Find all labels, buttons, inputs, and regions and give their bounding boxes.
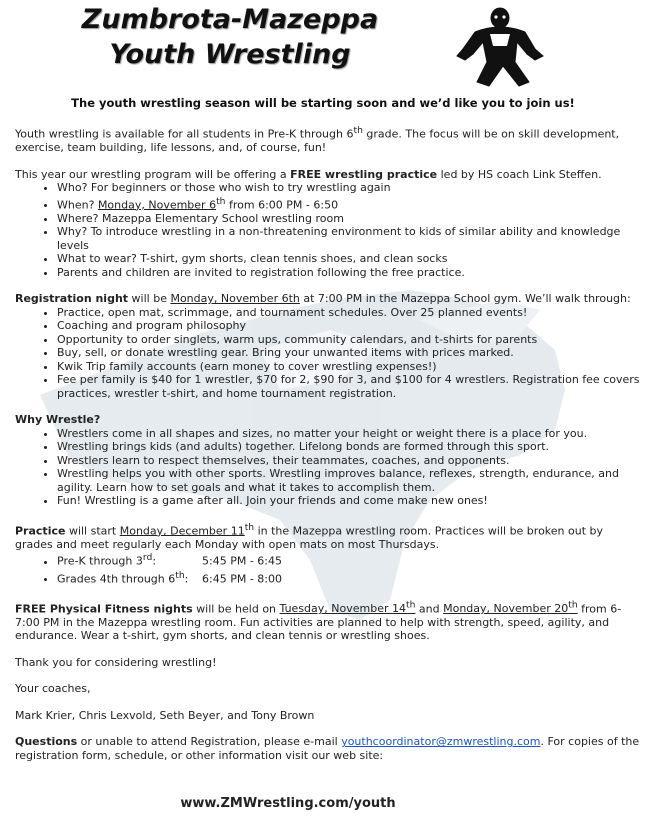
list-item: • What to wear? T-shirt, gym shorts, clean tennis shoes, and clean socks	[57, 252, 641, 266]
fitness-text: will be held on	[192, 602, 280, 616]
why-heading	[15, 413, 641, 427]
fitness-paragraph	[15, 599, 641, 643]
questions-text-2: . For copies of the registration form, schedule, or other information visit our web site:	[15, 735, 640, 762]
fitness-date-2-text: Monday, November 20	[443, 602, 569, 616]
list-item: • Parents and children are invited to registration following the free practice.	[57, 266, 641, 280]
list-item: • Wrestling brings kids (and adults) together. Lifelong bonds are formed through this sport.	[57, 440, 641, 454]
intro-sup: th	[353, 125, 363, 136]
free-practice-tail: led by HS coach Link Steffen.	[437, 167, 602, 181]
fitness-bold: FREE Physical Fitness nights	[15, 602, 193, 616]
why-list	[15, 427, 641, 508]
page-title	[60, 2, 400, 72]
list-item: • Wrestlers learn to respect themselves, their teammates, coaches, and opponents.	[57, 454, 641, 468]
free-practice-list	[15, 181, 641, 279]
registration-bold: Registration night	[15, 292, 129, 306]
tagline: The youth wrestling season will be starting soon and we’d like you to join us!	[71, 96, 575, 110]
coaches-line: Mark Krier, Chris Lexvold, Seth Beyer, and Tony Brown	[15, 708, 315, 722]
grade-sup: rd	[142, 552, 153, 564]
practice-date: Monday, December 11	[119, 524, 245, 538]
free-practice-lead: This year our wrestling program will be offering a	[15, 167, 291, 181]
schedule-grade	[57, 551, 202, 568]
website-link[interactable]: www.ZMWrestling.com/youth	[180, 796, 396, 811]
title-line-1: Zumbrota-Mazeppa	[81, 4, 379, 35]
practice-schedule	[15, 551, 641, 585]
when-label: When?	[57, 198, 98, 212]
practice-paragraph	[15, 521, 641, 552]
list-item: • Where? Mazeppa Elementary School wrestling room	[57, 212, 641, 226]
fitness-date-1-sup: th	[406, 599, 416, 611]
letter-body	[15, 124, 641, 775]
grade-label: Pre-K through 3	[57, 555, 143, 569]
registration-text: will be	[128, 292, 171, 306]
registration-text-2: at 7:00 PM in the Mazeppa School gym. We’ll walk through:	[299, 292, 631, 306]
thanks-line: Thank you for considering wrestling!	[15, 655, 217, 669]
fitness-text-2: from 6-7:00 PM in the Mazeppa wrestling room. Fun activities are planned to help with strength, speed, agility, and endurance. Wear a t-shirt, gym shorts, and clean tennis or wrestling shoes.	[15, 602, 622, 643]
schedule-row	[57, 569, 641, 586]
registration-intro	[15, 292, 641, 306]
intro-text: Youth wrestling is available for all students in Pre-K through 6	[15, 127, 354, 141]
list-item: • Fee per family is $40 for 1 wrestler, $70 for 2, $90 for 3, and $100 for 4 wrestlers. Registration fee covers practices, wrestler t-shirt, and home tournament registration.	[57, 373, 641, 400]
list-item: • Opportunity to order singlets, warm ups, community calendars, and t-shirts for parents	[57, 333, 641, 347]
schedule-time: 5:45 PM - 6:45	[202, 555, 282, 569]
list-item: • Buy, sell, or donate wrestling gear. Bring your unwanted items with prices marked.	[57, 346, 641, 360]
registration-list	[15, 306, 641, 401]
practice-text-2: in the Mazeppa wrestling room. Practices will be broken out by grades and meet regularly each Monday with open mats on most Thursdays.	[15, 524, 604, 551]
list-item	[57, 195, 641, 212]
practice-text: will start	[65, 524, 120, 538]
fitness-date-1-text: Tuesday, November 14	[279, 602, 406, 616]
free-practice-bold: FREE wrestling practice	[290, 167, 438, 181]
signoff-line: Your coaches,	[15, 682, 91, 696]
list-item: • Who? For beginners or those who wish to try wrestling again	[57, 181, 641, 195]
list-item: • Wrestlers come in all shapes and sizes, no matter your height or weight there is a place for you.	[57, 427, 641, 441]
when-sup: th	[216, 195, 226, 207]
list-item: • Coaching and program philosophy	[57, 319, 641, 333]
practice-bold: Practice	[15, 524, 66, 538]
free-practice-intro	[15, 168, 641, 182]
why-heading-text: Why Wrestle?	[15, 413, 101, 427]
fitness-date-2-sup: th	[568, 599, 578, 611]
when-date: Monday, November 6	[97, 198, 217, 212]
email-link[interactable]: youthcoordinator@zmwrestling.com	[341, 735, 541, 749]
registration-date: Monday, November 6th	[170, 292, 300, 306]
questions-text: or unable to attend Registration, please e-mail	[77, 735, 342, 749]
list-item: • Practice, open mat, scrimmage, and tournament schedules. Over 25 planned events!	[57, 306, 641, 320]
when-time: from 6:00 PM - 6:50	[225, 198, 339, 212]
list-item: • Why? To introduce wrestling in a non-threatening environment to kids of similar ability and knowledge levels	[57, 225, 641, 252]
intro-paragraph	[15, 124, 641, 155]
wrestler-logo-icon	[455, 4, 545, 88]
fitness-date-1	[279, 599, 416, 616]
questions-bold: Questions	[15, 735, 78, 749]
title-line-2: Youth Wrestling	[109, 39, 351, 70]
grade-sup: th	[175, 569, 185, 581]
schedule-time: 6:45 PM - 8:00	[202, 572, 282, 586]
questions-paragraph	[15, 735, 641, 762]
fitness-date-2	[443, 599, 578, 616]
practice-sup: th	[244, 521, 255, 533]
grade-label: Grades 4th through 6	[57, 572, 176, 586]
list-item: • Wrestling helps you with other sports. Wrestling improves balance, reflexes, strength, endurance, and agility. Learn how to set goals and what it takes to accomplish them.	[57, 467, 641, 494]
grade-suffix: :	[152, 555, 157, 569]
list-item: • Kwik Trip family accounts (earn money to cover wrestling expenses!)	[57, 360, 641, 374]
intro-text-2: grade. The focus will be on skill development, exercise, team building, life lessons, and, of course, fun!	[15, 127, 620, 155]
grade-suffix: :	[184, 572, 189, 586]
schedule-grade	[57, 569, 202, 586]
list-item: • Fun! Wrestling is a game after all. Join your friends and come make new ones!	[57, 494, 641, 508]
schedule-row	[57, 551, 641, 568]
fitness-and: and	[415, 602, 444, 616]
